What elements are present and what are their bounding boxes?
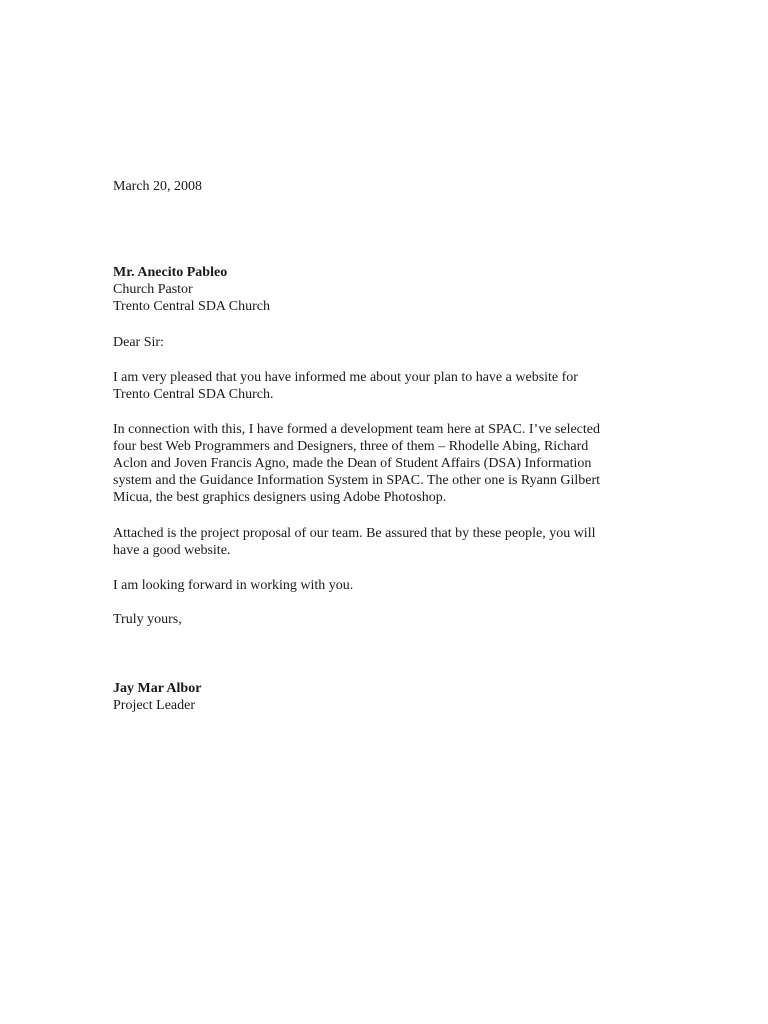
paragraph-1 <box>113 369 653 403</box>
recipient-title: Church Pastor <box>113 282 193 297</box>
sender-title: Project Leader <box>113 698 196 713</box>
paragraph-2 <box>113 421 653 506</box>
paragraph-line: Micua, the best graphics designers using Adobe Photoshop. <box>113 490 447 505</box>
recipient-organization: Trento Central SDA Church <box>113 299 270 314</box>
closing <box>113 611 653 628</box>
paragraph-4 <box>113 577 653 594</box>
paragraph-line: four best Web Programmers and Designers, three of them – Rhodelle Abing, Richard <box>113 439 589 454</box>
paragraph-line: I am looking forward in working with you. <box>113 578 354 593</box>
closing-text: Truly yours, <box>113 612 182 627</box>
recipient-address <box>113 264 653 315</box>
paragraph-line: I am very pleased that you have informed me about your plan to have a website for <box>113 370 578 385</box>
salutation-text: Dear Sir: <box>113 335 164 350</box>
paragraph-line: Attached is the project proposal of our team. Be assured that by these people, you will <box>113 526 596 541</box>
sender-name: Jay Mar Albor <box>113 681 202 696</box>
paragraph-line: system and the Guidance Information System in SPAC. The other one is Ryann Gilbert <box>113 473 601 488</box>
date-text: March 20, 2008 <box>113 179 203 194</box>
letter-date <box>113 178 653 195</box>
paragraph-line: Trento Central SDA Church. <box>113 387 274 402</box>
signature-block <box>113 680 653 714</box>
recipient-name: Mr. Anecito Pableo <box>113 265 228 280</box>
paragraph-line: Aclon and Joven Francis Agno, made the Dean of Student Affairs (DSA) Information <box>113 456 592 471</box>
paragraph-line: have a good website. <box>113 543 231 558</box>
paragraph-3 <box>113 525 653 559</box>
paragraph-line: In connection with this, I have formed a development team here at SPAC. I’ve selected <box>113 422 600 437</box>
salutation <box>113 334 653 351</box>
